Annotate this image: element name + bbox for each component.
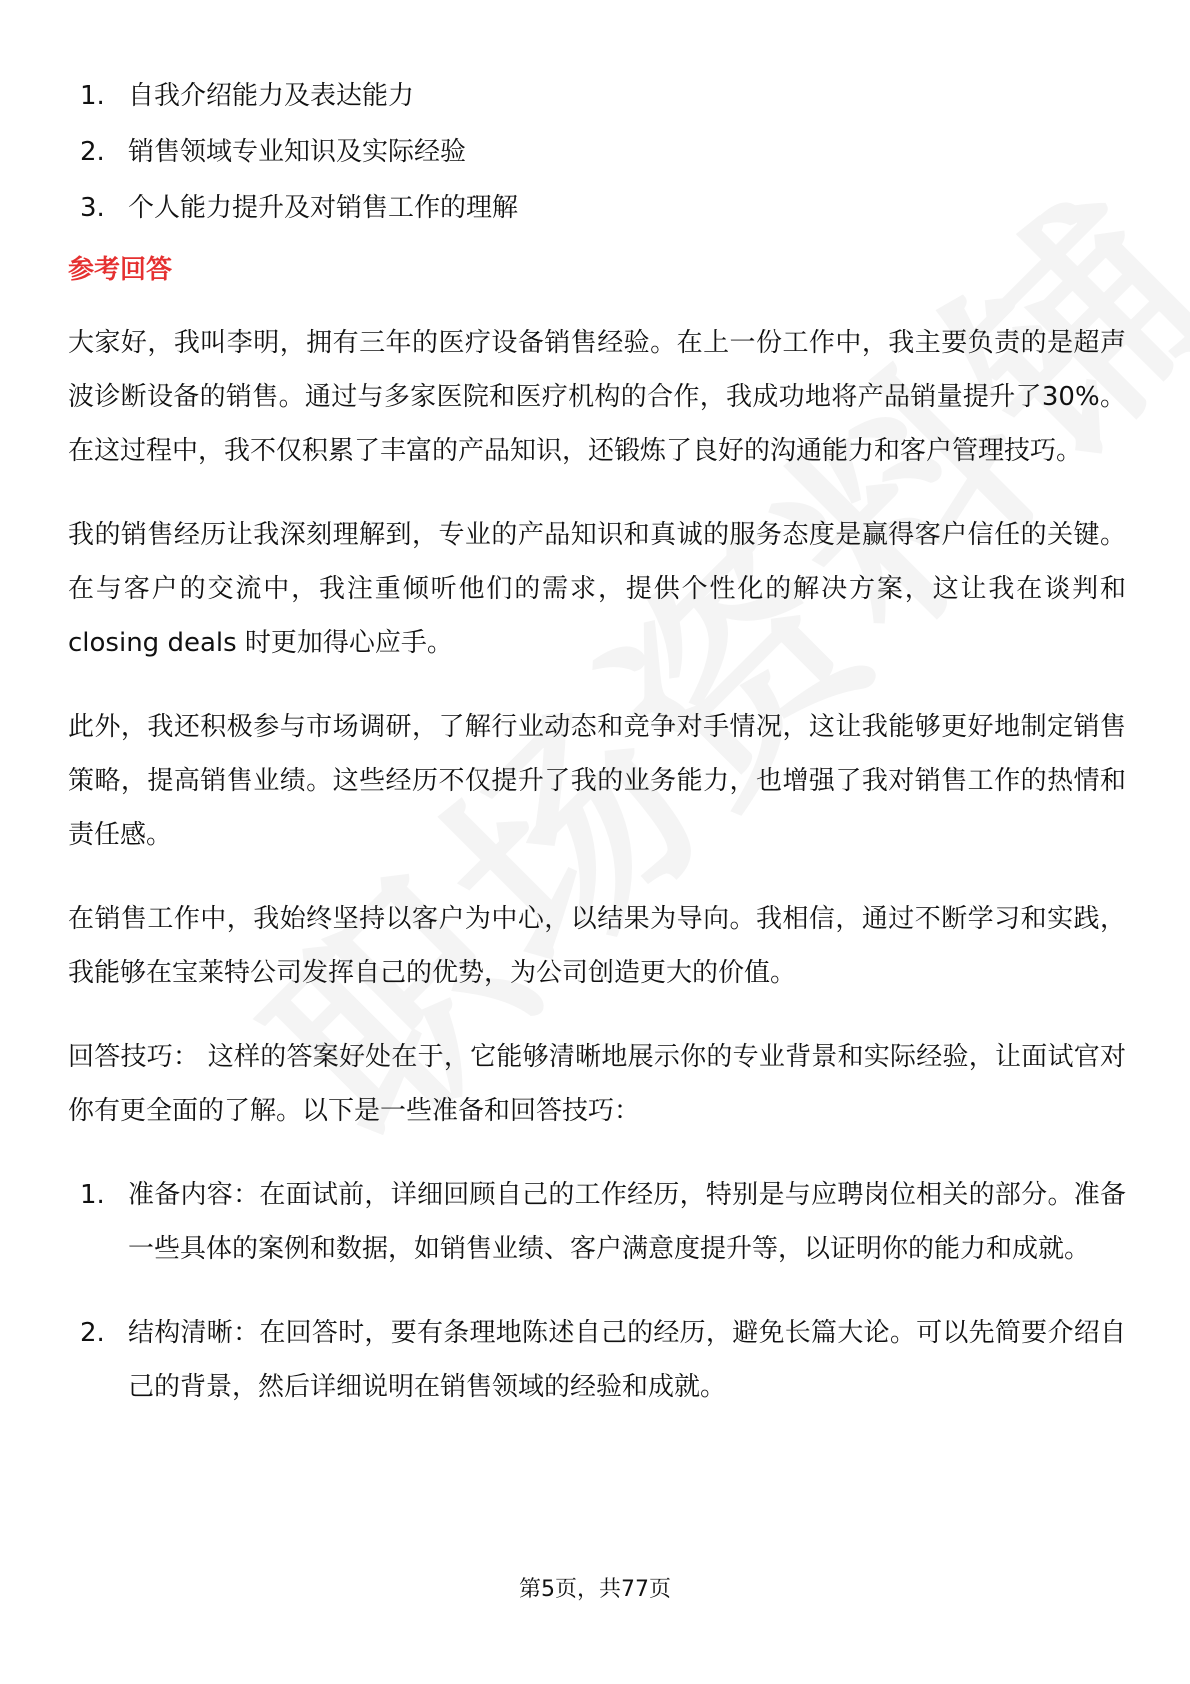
topic-list bbox=[68, 68, 1126, 236]
list-text: 结构清晰：在回答时，要有条理地陈述自己的经历，避免长篇大论。可以先简要介绍自己的背景，然后详细说明在销售领域的经验和成就。 bbox=[128, 1318, 1126, 1402]
paragraph: 大家好，我叫李明，拥有三年的医疗设备销售经验。在上一份工作中，我主要负责的是超声波诊断设备的销售。通过与多家医院和医疗机构的合作，我成功地将产品销量提升了30%。在这过程中，我不仅积累了丰富的产品知识，还锻炼了良好的沟通能力和客户管理技巧。 bbox=[68, 328, 1126, 466]
paragraph: 此外，我还积极参与市场调研，了解行业动态和竞争对手情况，这让我能够更好地制定销售策略，提高销售业绩。这些经历不仅提升了我的业务能力，也增强了我对销售工作的热情和责任感。 bbox=[68, 712, 1126, 850]
list-text: 自我介绍能力及表达能力 bbox=[128, 81, 415, 111]
document-body bbox=[68, 68, 1126, 1444]
list-item bbox=[68, 180, 1126, 236]
list-item bbox=[68, 1306, 1126, 1414]
section-heading: 参考回答 bbox=[68, 255, 173, 285]
list-item bbox=[68, 1168, 1126, 1276]
list-number: 2. bbox=[80, 1318, 105, 1348]
list-item bbox=[68, 68, 1126, 124]
paragraph: 我的销售经历让我深刻理解到，专业的产品知识和真诚的服务态度是赢得客户信任的关键。在与客户的交流中，我注重倾听他们的需求，提供个性化的解决方案，这让我在谈判和 closing deals 时更加得心应手。 bbox=[68, 520, 1126, 658]
paragraph: 在销售工作中，我始终坚持以客户为中心，以结果为导向。我相信，通过不断学习和实践，我能够在宝莱特公司发挥自己的优势，为公司创造更大的价值。 bbox=[68, 904, 1126, 988]
paragraph: 回答技巧： 这样的答案好处在于，它能够清晰地展示你的专业背景和实际经验，让面试官对你有更全面的了解。以下是一些准备和回答技巧： bbox=[68, 1042, 1126, 1126]
list-number: 1. bbox=[80, 81, 105, 111]
list-item bbox=[68, 124, 1126, 180]
list-text: 准备内容：在面试前，详细回顾自己的工作经历，特别是与应聘岗位相关的部分。准备一些具体的案例和数据，如销售业绩、客户满意度提升等，以证明你的能力和成就。 bbox=[128, 1180, 1126, 1264]
list-number: 1. bbox=[80, 1180, 105, 1210]
page-footer: 第5页，共77页 bbox=[519, 1577, 671, 1602]
tips-list bbox=[68, 1168, 1126, 1414]
list-text: 个人能力提升及对销售工作的理解 bbox=[128, 193, 519, 223]
list-text: 销售领域专业知识及实际经验 bbox=[128, 137, 467, 167]
list-number: 3. bbox=[80, 193, 105, 223]
list-number: 2. bbox=[80, 137, 105, 167]
